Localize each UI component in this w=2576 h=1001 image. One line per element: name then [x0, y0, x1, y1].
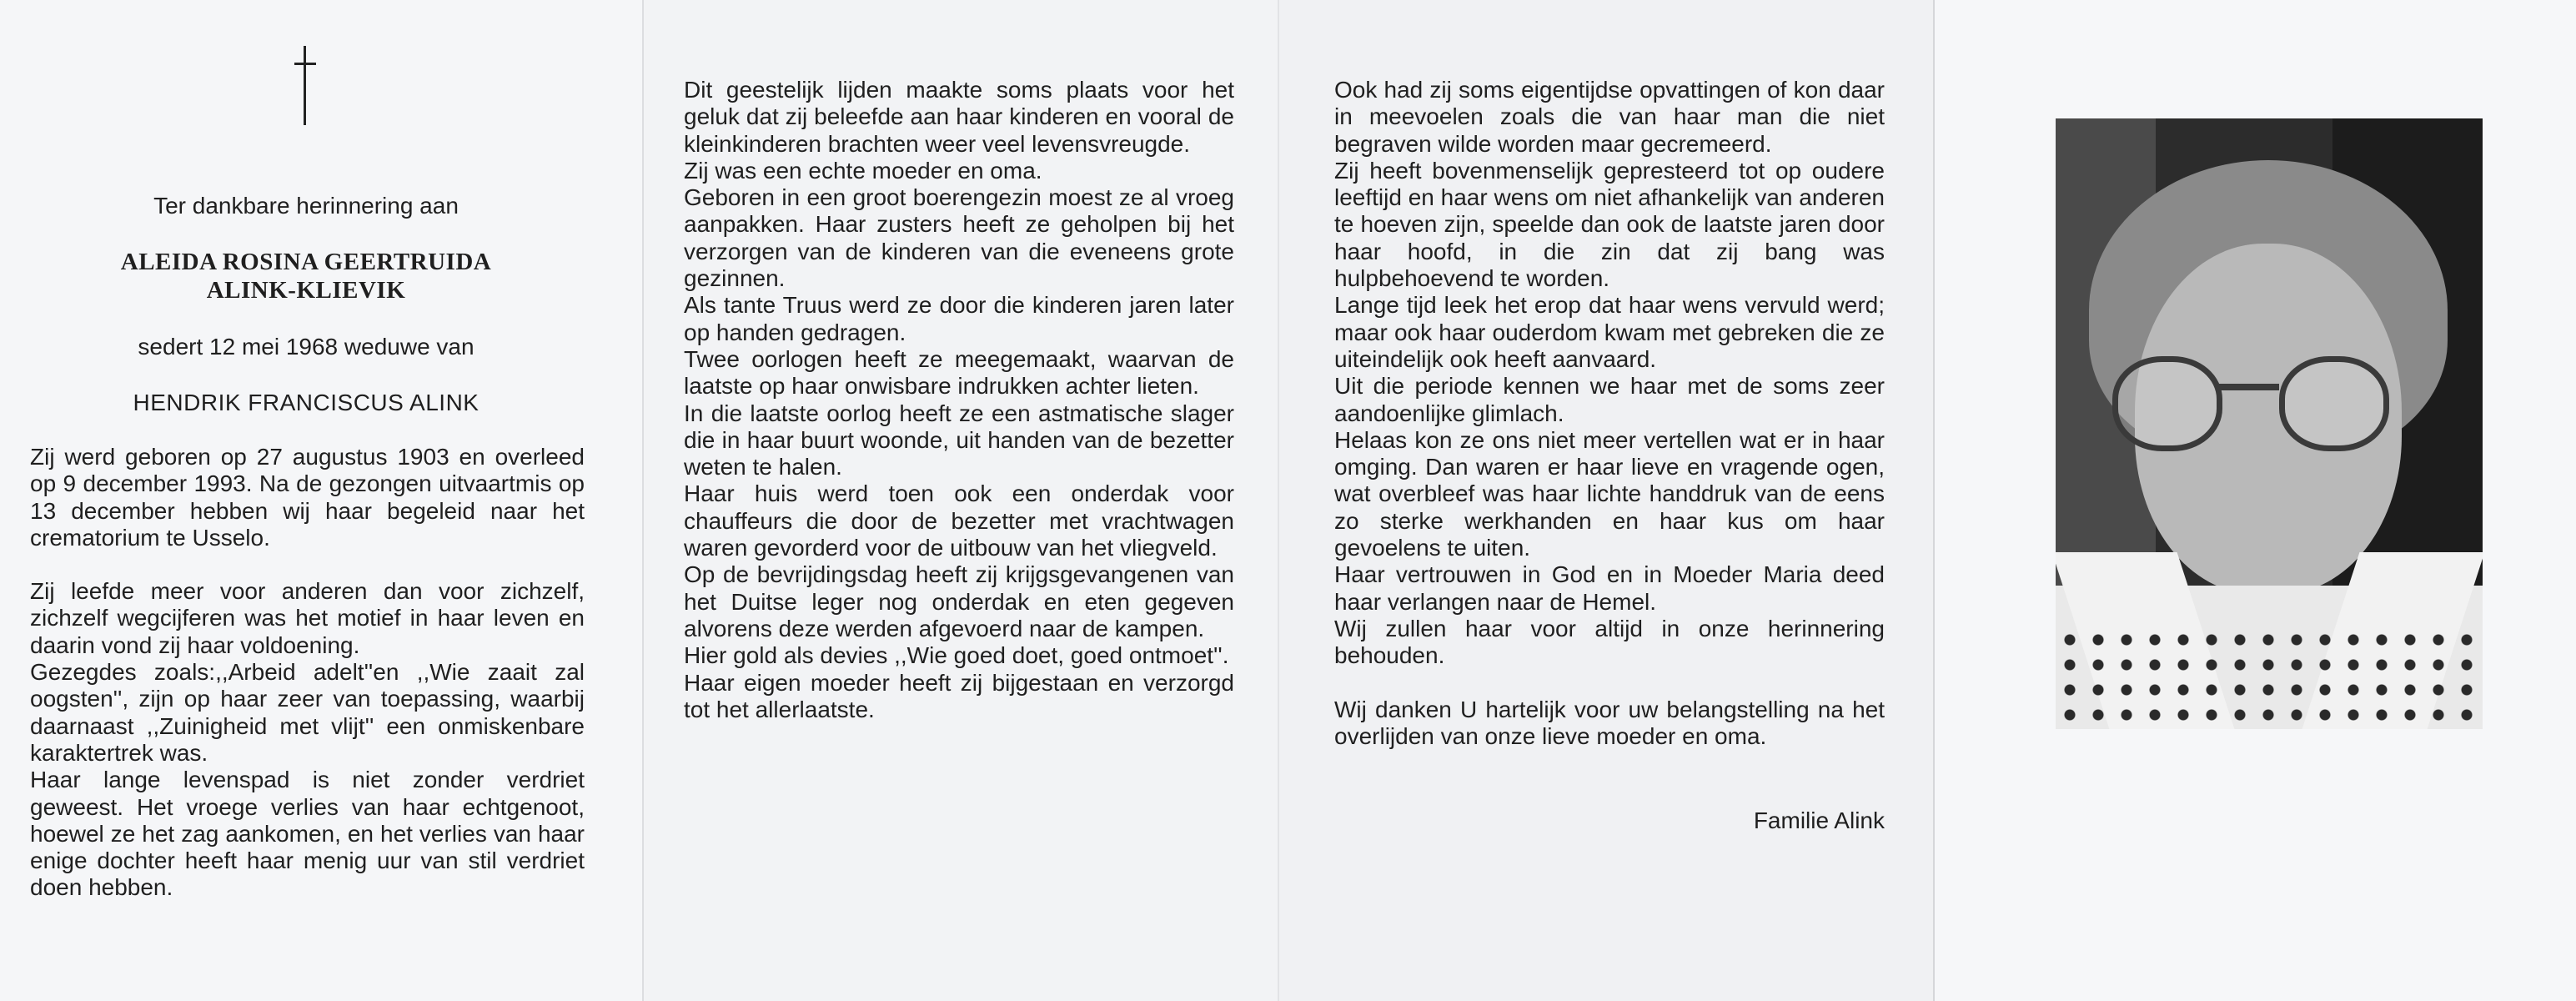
biography-column-2 [684, 77, 1234, 723]
glasses-icon [2112, 356, 2222, 451]
intro-text: Ter dankbare herinnering aan [153, 193, 459, 219]
paragraph: Lange tijd leek het erop dat haar wens vervuld werd; maar ook haar ouderdom kwam met gebreken die ze uiteindelijk ook heeft aanvaard. [1334, 292, 1885, 372]
thanks-text: Wij danken U hartelijk voor uw belangstelling na het overlijden van onze lieve moeder en oma. [1334, 696, 1885, 749]
biography-column-1 [30, 444, 585, 902]
name-line-1: ALEIDA ROSINA GEERTRUIDA [120, 249, 492, 275]
paragraph: Haar huis werd toen ook een onderdak voor chauffeurs die door de bezetter met vrachtwagen waren gevorderd voor de uitbouw van het vliegveld. [684, 480, 1234, 561]
paragraph: Uit die periode kennen we haar met de soms zeer aandoenlijke glimlach. [1334, 373, 1885, 426]
widow-since-text: sedert 12 mei 1968 weduwe van [138, 334, 475, 360]
paragraph: In die laatste oorlog heeft ze een astmatische slager die in haar buurt woonde, uit handen van de bezetter weten te halen. [684, 400, 1234, 480]
paragraph: Geboren in een groot boerengezin moest ze al vroeg aanpakken. Haar zusters heeft ze geholpen bij het verzorgen van de kinderen van die eveneens grote gezinnen. [684, 184, 1234, 292]
name-line-2: ALINK-KLIEVIK [206, 277, 406, 304]
biography-column-3 [1334, 77, 1885, 750]
paragraph: Zij leefde meer voor anderen dan voor zichzelf, zichzelf wegcijferen was het motief in haar leven en daarin vond zij haar voldoening. [30, 578, 585, 658]
paragraph: Wij zullen haar voor altijd in onze herinnering behouden. [1334, 615, 1885, 669]
paragraph: Haar vertrouwen in God en in Moeder Maria deed haar verlangen naar de Hemel. [1334, 561, 1885, 615]
paragraph: Op de bevrijdingsdag heeft zij krijgsgevangenen van het Duitse leger nog onderdak en eten gegeven alvorens deze werden afgevoerd naar de kampen. [684, 561, 1234, 641]
paragraph: Gezegdes zoals:,,Arbeid adelt''en ,,Wie zaait zal oogsten'', zijn op haar zeer van toepassing, waarbij daarnaast ,,Zuinigheid met vlijt'' een onmiskenbare karaktertrek was. [30, 659, 585, 766]
deceased-name [0, 248, 612, 304]
paragraph: Twee oorlogen heeft ze meegemaakt, waarvan de laatste op haar onwisbare indrukken achter lieten. [684, 345, 1234, 400]
fold-line [1278, 0, 1279, 1001]
paragraph: Dit geestelijk lijden maakte soms plaats voor het geluk dat zij beleefde aan haar kinderen en vooral de kleinkinderen brachten weer veel levensvreugde. [684, 77, 1234, 157]
portrait-photo [2056, 118, 2483, 729]
husband-name: HENDRIK FRANCISCUS ALINK [133, 390, 480, 415]
family-signature: Familie Alink [1753, 807, 1885, 833]
paragraph: Haar lange levenspad is niet zonder verdriet geweest. Het vroege verlies van haar echtgenoot, hoewel ze het zag aankomen, en het verlies van haar enige dochter heeft haar menig uur van stil verdriet doen hebben. [30, 767, 585, 901]
paragraph: Haar eigen moeder heeft zij bijgestaan en verzorgd tot het allerlaatste. [684, 669, 1234, 722]
paragraph: Als tante Truus werd ze door die kinderen jaren later op handen gedragen. [684, 292, 1234, 345]
paragraph: Ook had zij soms eigentijdse opvattingen of kon daar in meevoelen zoals die van haar man die niet begraven wilde worden maar gecremeerd. [1334, 77, 1885, 157]
fold-line [1933, 0, 1935, 1001]
paragraph: Zij heeft bovenmenselijk gepresteerd tot op oudere leeftijd en haar wens om niet afhankelijk van anderen te hoeven zijn, speelde dan ook de laatste jaren door haar hoofd, in die zin dat zij bang was hulpbehoevend te worden. [1334, 157, 1885, 292]
paragraph: Helaas kon ze ons niet meer vertellen wat er in haar omging. Dan waren er haar lieve en vragende ogen, wat overbleef was haar lichte handdruk van de eens zo sterke werkhanden en haar kus om haar gevoelens te uiten. [1334, 426, 1885, 561]
paragraph: Hier gold als devies ,,Wie goed doet, goed ontmoet''. [684, 642, 1229, 669]
fold-line [642, 0, 644, 1001]
cross-icon [293, 46, 318, 125]
paragraph: Zij was een echte moeder en oma. [684, 157, 1042, 184]
paragraph: Zij werd geboren op 27 augustus 1903 en overleed op 9 december 1993. Na de gezongen uitvaartmis op 13 december hebben wij haar begeleid naar het crematorium te Usselo. [30, 444, 585, 551]
